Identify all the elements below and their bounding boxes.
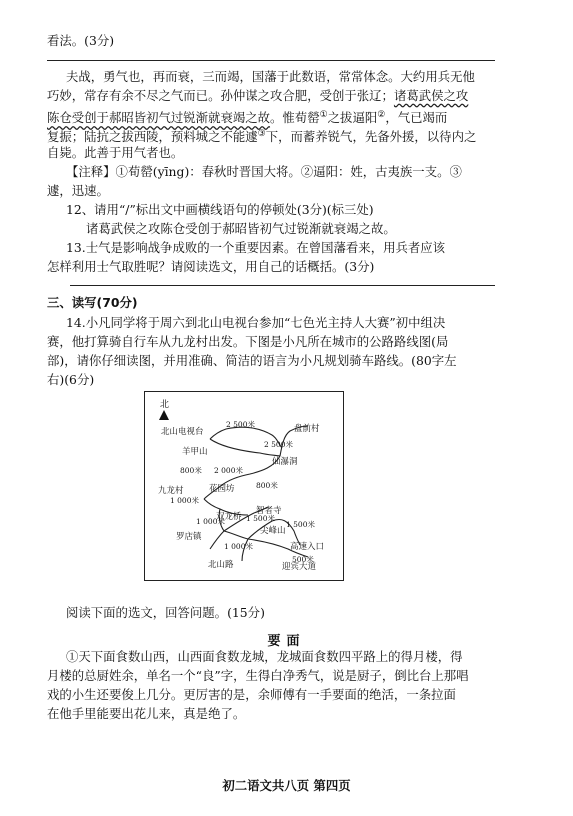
reading-line: 戏的小生还要俊上几分。更厉害的是，余师傅有一手要面的绝活，一条拉面 — [47, 687, 456, 702]
passage-text: 。惟荀罃 — [270, 110, 320, 126]
passage-line — [47, 108, 447, 125]
reading-title: 要面 — [267, 634, 306, 649]
footnote-mark: ③ — [257, 129, 266, 139]
passage-line: 夫战，勇气也，再而衰，三而竭，国藩于此数语，常常体念。大约用兵无他 — [66, 69, 475, 84]
question-12: 12、请用“/”标出文中画横线语句的停顿处(3分)(标三处) — [66, 202, 374, 217]
distance-label: 1 000米 — [196, 517, 225, 526]
text: 看法。(3分) — [47, 33, 115, 48]
distance-label: 1 500米 — [246, 514, 275, 523]
passage-text: 复振；陆抗之拔西陵，预料城之不能遽 — [47, 129, 258, 145]
underlined-sentence: 陈仓受创于郝昭皆初气过锐渐就衰竭之故 — [47, 110, 271, 126]
passage-text: 下，而蓄养锐气，先备外援，以待内之 — [265, 129, 477, 145]
distance-label: 1 000米 — [170, 496, 199, 505]
question-14-line: 部)，请你仔细读图，并用准确、简洁的语言为小凡规划骑车路线。(80字左 — [47, 353, 457, 368]
place-label: 北山路 — [208, 560, 234, 570]
place-label: 高速入口 — [290, 542, 325, 552]
passage-text: ，气已竭而 — [385, 110, 448, 126]
question-14-line: 14.小凡同学将于周六到北山电视台参加“七色光主持人大赛”初中组决 — [66, 315, 446, 330]
underlined-sentence: 诸葛武侯之攻 — [393, 88, 469, 103]
question-14-line: 赛，他打算骑自行车从九龙村出发。下图是小凡所在城市的公路路线图(局 — [47, 334, 449, 349]
passage-text: 巧妙，常存有余不尽之气而已。孙仲谋之攻合肥，受创于张辽； — [47, 88, 394, 103]
passage-line: 自毙。此善于用气者也。 — [47, 145, 184, 160]
passage-line — [47, 127, 476, 144]
place-label: 智者寺 — [256, 506, 282, 516]
place-label: 仙瀑洞 — [272, 457, 298, 467]
north-label: 北 — [160, 400, 170, 410]
section-header: 三、读写(70分) — [47, 295, 138, 310]
distance-label: 1 500米 — [286, 520, 315, 529]
distance-label: 2 000米 — [214, 466, 243, 475]
distance-label: 800米 — [180, 466, 202, 475]
previous-answer-tail — [47, 34, 114, 48]
reading-intro: 阅读下面的选文，回答问题。(15分) — [66, 605, 265, 620]
distance-label: 500米 — [292, 555, 314, 564]
question-12-sentence: 诸葛武侯之攻陈仓受创于郝昭皆初气过锐渐就衰竭之故。 — [86, 221, 396, 236]
place-label: 双龙桥 — [216, 512, 242, 522]
place-label: 花园坊 — [209, 484, 235, 494]
place-label: 羊甲山 — [182, 447, 208, 457]
distance-label: 1 000米 — [224, 542, 253, 551]
page-footer: 初二语文共八页 第四页 — [222, 778, 351, 793]
passage-text: 之拔逼阳 — [327, 110, 378, 126]
footnote-mark: ② — [377, 110, 386, 120]
reading-line: 月楼的总厨姓余，单名一个“良”字，生得白净秀气，说是厨子，倒比台上那唱 — [47, 668, 469, 683]
passage-line — [47, 89, 468, 103]
footnote-mark: ① — [319, 110, 328, 120]
answer-rule — [70, 285, 495, 286]
place-label: 迎宾大道 — [282, 562, 317, 572]
place-label: 北山电视台 — [161, 427, 204, 437]
place-label: 九龙村 — [158, 486, 184, 496]
distance-label: 2 500米 — [226, 420, 255, 429]
annotation-line: 遽，迅速。 — [47, 183, 109, 198]
question-13-line: 13.士气是影响战争成败的一个重要因素。在曾国藩看来，用兵者应该 — [66, 240, 446, 255]
answer-rule — [47, 60, 495, 61]
place-label: 盘前村 — [294, 424, 320, 434]
annotation-line: 【注释】①荀罃(yīng)：春秋时晋国大将。②逼阳：姓，古夷族一支。③ — [66, 164, 462, 179]
reading-line: ①天下面食数山西，山西面食数龙城，龙城面食数四平路上的得月楼，得 — [66, 649, 463, 664]
distance-label: 800米 — [256, 481, 278, 490]
question-13-line: 怎样利用士气取胜呢？请阅读选文，用自己的话概括。(3分) — [47, 259, 375, 274]
place-label: 尖峰山 — [260, 526, 286, 536]
distance-label: 2 500米 — [264, 440, 293, 449]
road-route-map — [144, 391, 344, 581]
question-14-line: 右)(6分) — [47, 372, 95, 387]
reading-line: 在他手里能要出花儿来，真是绝了。 — [47, 706, 246, 721]
place-label: 罗店镇 — [176, 532, 202, 542]
